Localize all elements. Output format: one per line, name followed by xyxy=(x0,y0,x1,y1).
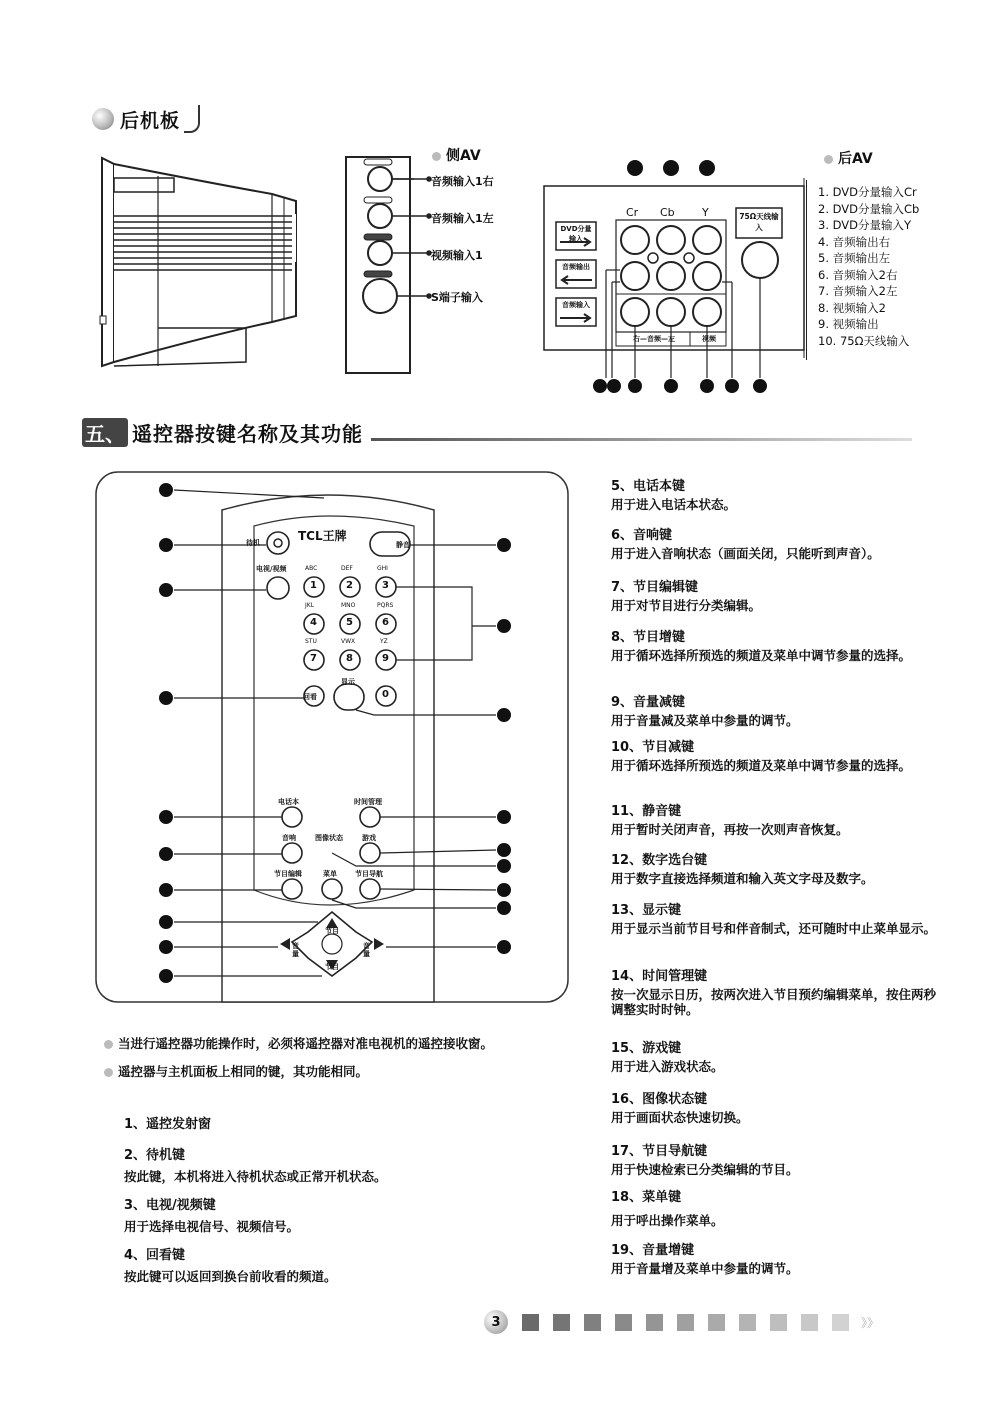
bullet-dot-icon xyxy=(104,1040,113,1049)
side-av-label: 音频输入1左 xyxy=(431,212,494,225)
vol-right-label[interactable]: 音量 xyxy=(363,942,370,958)
digit-letters: GHI xyxy=(377,565,388,572)
digit-letters: JKL xyxy=(305,602,315,609)
tv-side-illustration xyxy=(96,156,306,372)
digit-key[interactable]: 0 xyxy=(382,689,389,700)
prog-guide-label[interactable]: 节目导航 xyxy=(355,870,383,878)
digit-letters: ABC xyxy=(305,565,318,572)
vol-left-label[interactable]: 音量 xyxy=(292,942,299,958)
digit-letters: PQRS xyxy=(377,602,394,609)
bullet-dot-icon xyxy=(432,152,441,161)
list-item: 6. 音频输入2右 xyxy=(818,267,898,282)
bottom-row-label: 右—音频—左 xyxy=(633,335,675,343)
digit-key[interactable]: 4 xyxy=(310,617,317,628)
section-underline xyxy=(371,438,912,441)
side-av-label: 音频输入1右 xyxy=(431,175,494,188)
digit-letters: VWX xyxy=(341,638,356,645)
func-item: 5、电话本键 用于进入电话本状态。 xyxy=(611,479,737,512)
box-label: 音频输出 xyxy=(562,263,590,271)
remote-brand: TCL王牌 xyxy=(298,529,347,543)
section-header-rear xyxy=(92,104,200,134)
func-item: 17、节目导航键 用于快速检索已分类编辑的节目。 xyxy=(611,1144,799,1177)
footer-square xyxy=(708,1314,725,1331)
antenna-label: 75Ω天线输入 xyxy=(739,212,779,232)
func-item: 3、电视/视频键 用于选择电视信号、视频信号。 xyxy=(124,1198,300,1234)
prog-edit-label[interactable]: 节目编辑 xyxy=(274,870,302,878)
phonebook-label[interactable]: 电话本 xyxy=(278,798,299,806)
func-item: 11、静音键 用于暂时关闭声音，再按一次则声音恢复。 xyxy=(611,804,849,837)
list-item: 4. 音频输出右 xyxy=(818,234,891,249)
func-item: 7、节目编辑键 用于对节目进行分类编辑。 xyxy=(611,580,762,613)
list-item: 5. 音频输出左 xyxy=(818,251,891,265)
func-item: 2、待机键 按此键，本机将进入待机状态或正常开机状态。 xyxy=(124,1148,387,1184)
list-item: 9. 视频输出 xyxy=(818,317,879,331)
footer-square xyxy=(522,1314,539,1331)
digit-key[interactable]: 2 xyxy=(346,580,353,591)
func-item: 16、图像状态键 用于画面状态快速切换。 xyxy=(611,1092,749,1125)
time-label[interactable]: 时间管理 xyxy=(354,798,382,806)
digit-letters: STU xyxy=(305,638,317,645)
tvav-label[interactable]: 电视/视频 xyxy=(256,565,287,573)
list-divider xyxy=(806,180,807,360)
standby-label[interactable]: 待机 xyxy=(246,539,260,547)
page-footer xyxy=(484,1310,879,1334)
menu-label[interactable]: 菜单 xyxy=(323,870,337,878)
note: 遥控器与主机面板上相同的键，其功能相同。 xyxy=(104,1062,368,1080)
list-item: 7. 音频输入2左 xyxy=(818,284,898,298)
func-item: 6、音响键 用于进入音响状态（画面关闭，只能听到声音）。 xyxy=(611,528,880,561)
game-label[interactable]: 游戏 xyxy=(362,834,376,842)
list-item: 10. 75Ω天线输入 xyxy=(818,333,910,348)
func-item: 8、节目增键 用于循环选择所预选的频道及菜单中调节参量的选择。 xyxy=(611,630,912,663)
digit-key[interactable]: 5 xyxy=(346,617,353,628)
list-item: 8. 视频输入2 xyxy=(818,300,886,315)
section-title: 后机板 xyxy=(120,109,181,132)
digit-letters: DEF xyxy=(341,565,353,572)
rear-av-list xyxy=(818,184,919,349)
bottom-row-label: 视频 xyxy=(702,335,716,343)
jack-label: Y xyxy=(702,206,709,219)
digit-key[interactable]: 8 xyxy=(346,653,353,664)
func-item: 12、数字选台键 用于数字直接选择频道和输入英文字母及数字。 xyxy=(611,853,874,886)
list-item: 1. DVD分量输入Cr xyxy=(818,185,917,199)
func-item: 19、音量增键 用于音量增及菜单中参量的调节。 xyxy=(611,1243,799,1276)
recall-label[interactable]: 回看 xyxy=(303,693,317,701)
digit-key[interactable]: 3 xyxy=(382,580,389,591)
box-label: DVD分量输入 xyxy=(560,225,592,243)
note: 当进行遥控器功能操作时，必须将遥控器对准电视机的遥控接收窗。 xyxy=(104,1034,493,1052)
list-item: 2. DVD分量输入Cb xyxy=(818,201,920,216)
footer-square xyxy=(832,1314,849,1331)
side-av-title: 侧AV xyxy=(432,145,481,165)
section-header-remote xyxy=(82,418,912,446)
footer-square xyxy=(677,1314,694,1331)
footer-square xyxy=(770,1314,787,1331)
section-title: 遥控器按键名称及其功能 xyxy=(132,421,363,446)
digit-letters: YZ xyxy=(380,638,388,645)
func-item: 9、音量减键 用于音量减及菜单中参量的调节。 xyxy=(611,695,799,728)
side-av-leader-lines xyxy=(392,170,432,310)
bullet-ball-icon xyxy=(92,108,114,130)
display-label[interactable]: 显示 xyxy=(341,678,355,686)
section-number: 五、 xyxy=(82,418,128,447)
side-av-label: 视频输入1 xyxy=(431,249,483,262)
rear-av-title: 后AV xyxy=(824,148,873,168)
footer-square xyxy=(615,1314,632,1331)
func-item: 4、回看键 按此键可以返回到换台前收看的频道。 xyxy=(124,1248,337,1284)
box-label: 音频输入 xyxy=(562,301,590,309)
sound-label[interactable]: 音响 xyxy=(282,834,296,842)
footer-square xyxy=(584,1314,601,1331)
digit-key[interactable]: 1 xyxy=(310,580,317,591)
func-item: 1、遥控发射窗 xyxy=(124,1117,212,1132)
digit-letters: MNO xyxy=(341,602,356,609)
func-item: 15、游戏键 用于进入游戏状态。 xyxy=(611,1041,724,1074)
func-item: 10、节目减键 用于循环选择所预选的频道及菜单中调节参量的选择。 xyxy=(611,740,912,773)
bullet-dot-icon xyxy=(104,1068,113,1077)
func-item: 13、显示键 用于显示当前节目号和伴音制式，还可随时中止菜单显示。 xyxy=(611,903,937,936)
page-number: 3 xyxy=(484,1310,508,1334)
footer-square xyxy=(646,1314,663,1331)
digit-key[interactable]: 7 xyxy=(310,653,317,664)
jack-label: Cb xyxy=(660,206,675,219)
footer-square xyxy=(801,1314,818,1331)
digit-key[interactable]: 6 xyxy=(382,617,389,628)
list-item: 3. DVD分量输入Y xyxy=(818,218,912,232)
prog-up-label[interactable]: 节目 xyxy=(325,927,339,935)
side-av-label: S端子输入 xyxy=(431,291,483,304)
bracket-decoration xyxy=(184,105,200,133)
func-item: 14、时间管理键 按一次显示日历，按两次进入节目预约编辑菜单，按住两秒调整实时时钟。 xyxy=(611,969,937,1017)
func-item: 18、菜单键 用于呼出操作菜单。 xyxy=(611,1190,724,1228)
footer-arrows: 》》 xyxy=(861,1315,880,1330)
prog-down-label[interactable]: 节目 xyxy=(325,963,339,971)
image-label[interactable]: 图像状态 xyxy=(315,834,343,842)
mute-label[interactable]: 静音 xyxy=(396,541,410,549)
footer-square xyxy=(553,1314,570,1331)
footer-square xyxy=(739,1314,756,1331)
jack-label: Cr xyxy=(626,206,639,219)
digit-key[interactable]: 9 xyxy=(382,653,389,664)
rear-av-panel xyxy=(540,158,820,398)
bullet-dot-icon xyxy=(824,155,833,164)
